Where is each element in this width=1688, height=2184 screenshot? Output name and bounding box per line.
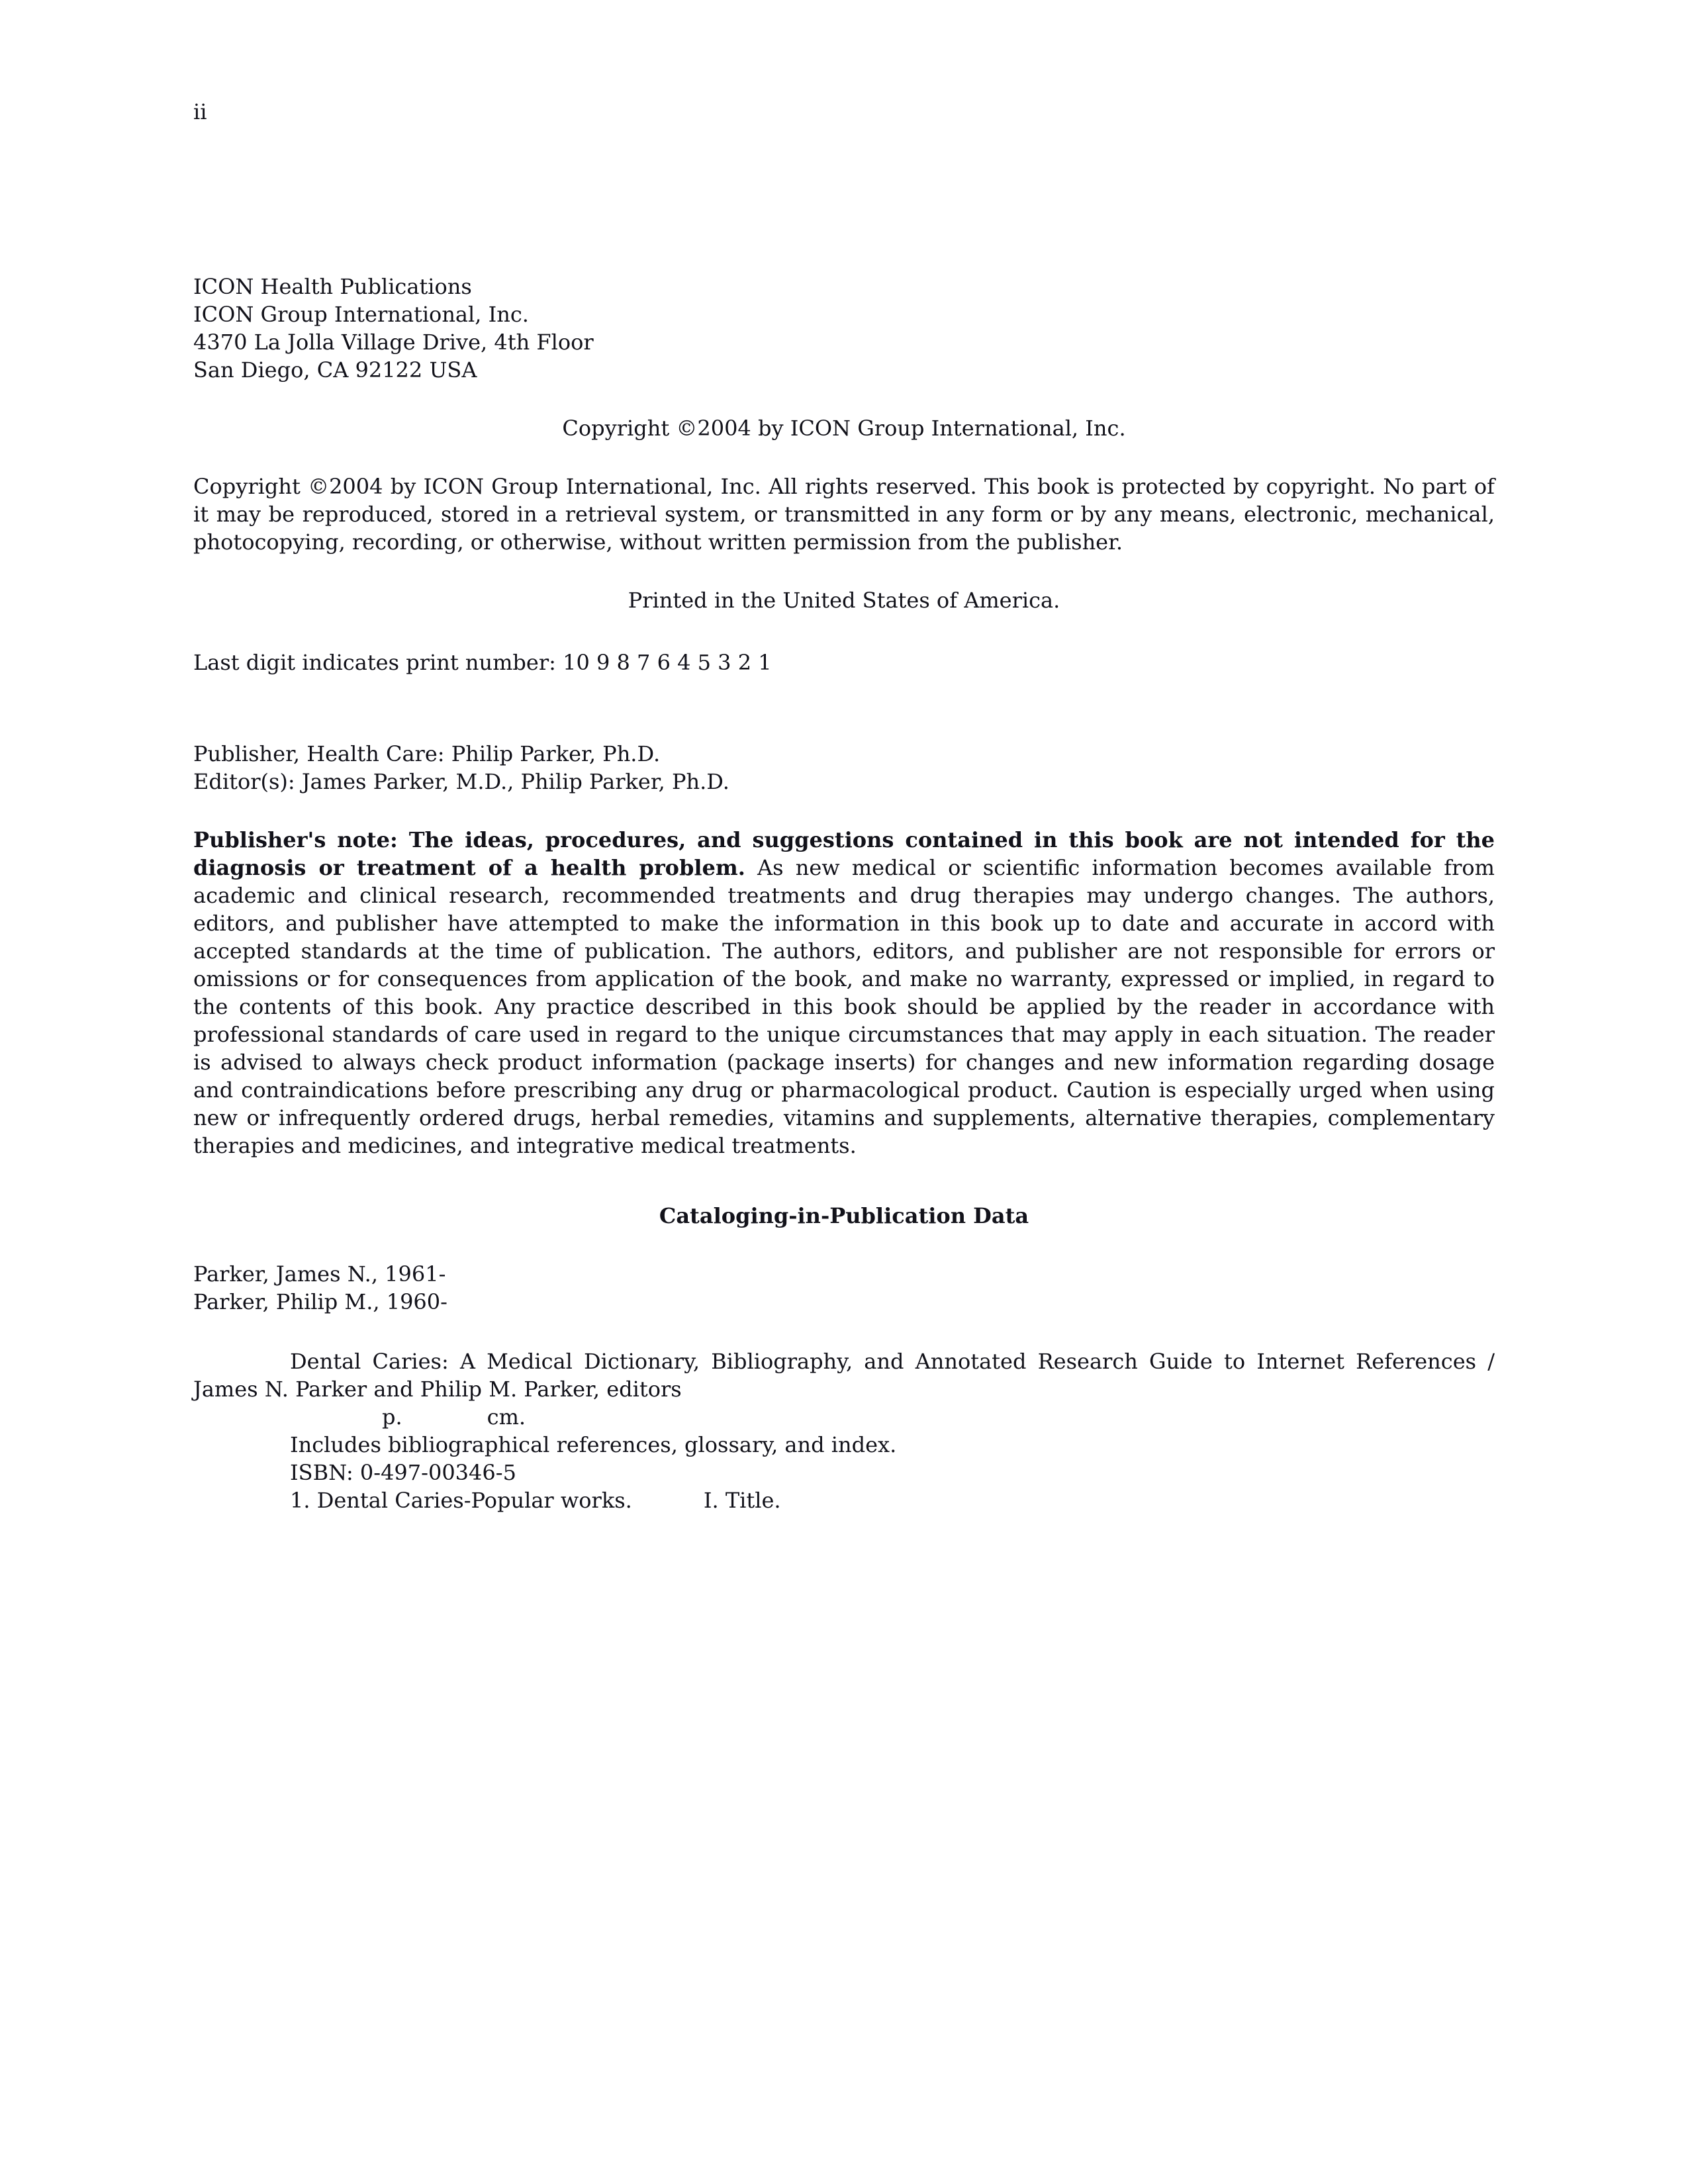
editors-credit-line: Editor(s): James Parker, M.D., Philip Parker, Ph.D. <box>193 769 729 794</box>
staff-block <box>193 740 1495 796</box>
page-number: ii <box>193 99 207 124</box>
cip-collation-cm: cm. <box>487 1404 526 1430</box>
publishers-note-lead: Publisher's note: The ideas, procedures, and suggestions contained in this book are not intended for the diagnosis or treatment of a health problem. <box>193 827 1495 880</box>
publisher-city: San Diego, CA 92122 USA <box>193 357 477 383</box>
cip-author-philip: Parker, Philip M., 1960- <box>193 1289 447 1314</box>
cip-title-paragraph: Dental Caries: A Medical Dictionary, Bibliography, and Annotated Research Guide to Internet References / James N. Parker and Philip M. Parker, editors <box>193 1349 1495 1402</box>
cip-subject-entry: 1. Dental Caries-Popular works. <box>290 1488 632 1513</box>
cip-heading: Cataloging-in-Publication Data <box>659 1203 1029 1228</box>
publisher-company: ICON Group International, Inc. <box>193 302 529 327</box>
printed-in-line: Printed in the United States of America. <box>628 588 1060 613</box>
cip-author-block <box>193 1260 1495 1316</box>
cip-isbn-line: ISBN: 0-497-00346-5 <box>290 1460 516 1485</box>
publisher-name: ICON Health Publications <box>193 274 472 299</box>
copyright-paragraph: Copyright ©2004 by ICON Group International, Inc. All rights reserved. This book is protected by copyright. No part of it may be reproduced, stored in a retrieval system, or transmitted in any form or by any means, electronic, mechanical, photocopying, recording, or otherwise, without written permission from the publisher. <box>193 474 1495 555</box>
cip-title-ref: I. Title. <box>703 1488 781 1513</box>
cip-notes-line: Includes bibliographical references, glossary, and index. <box>290 1432 897 1457</box>
publishers-note-body: As new medical or scientific information becomes available from academic and clinical research, recommended treatments and drug therapies may undergo changes. The authors, editors, and publisher have attempted to make the information in this book up to date and accurate in accord with accepted standards at the time of publication. The authors, editors, and publisher are not responsible for errors or omissions or for consequences from application of the book, and make no warranty, expressed or implied, in regard to the contents of this book. Any practice described in this book should be applied by the reader in accordance with professional standards of care used in regard to the unique circumstances that may apply in each situation. The reader is advised to always check product information (package inserts) for changes and new information regarding dosage and contraindications before prescribing any drug or pharmacological product. Caution is especially urged when using new or infrequently ordered drugs, herbal remedies, vitamins and supplements, alternative therapies, complementary therapies and medicines, and integrative medical treatments. <box>193 855 1495 1158</box>
cip-author-james: Parker, James N., 1961- <box>193 1261 446 1287</box>
publisher-credit-line: Publisher, Health Care: Philip Parker, Ph.D. <box>193 741 661 766</box>
publishers-note-paragraph <box>193 826 1495 1160</box>
cip-subject-line <box>193 1486 1495 1514</box>
publisher-address-block <box>193 273 1495 384</box>
publisher-street: 4370 La Jolla Village Drive, 4th Floor <box>193 330 594 355</box>
cip-collation-p: p. <box>382 1404 402 1430</box>
print-number-line: Last digit indicates print number: 10 9 8 7 6 4 5 3 2 1 <box>193 650 772 675</box>
cip-collation-line <box>193 1403 1495 1431</box>
copyright-notice-line: Copyright ©2004 by ICON Group International, Inc. <box>562 416 1126 441</box>
